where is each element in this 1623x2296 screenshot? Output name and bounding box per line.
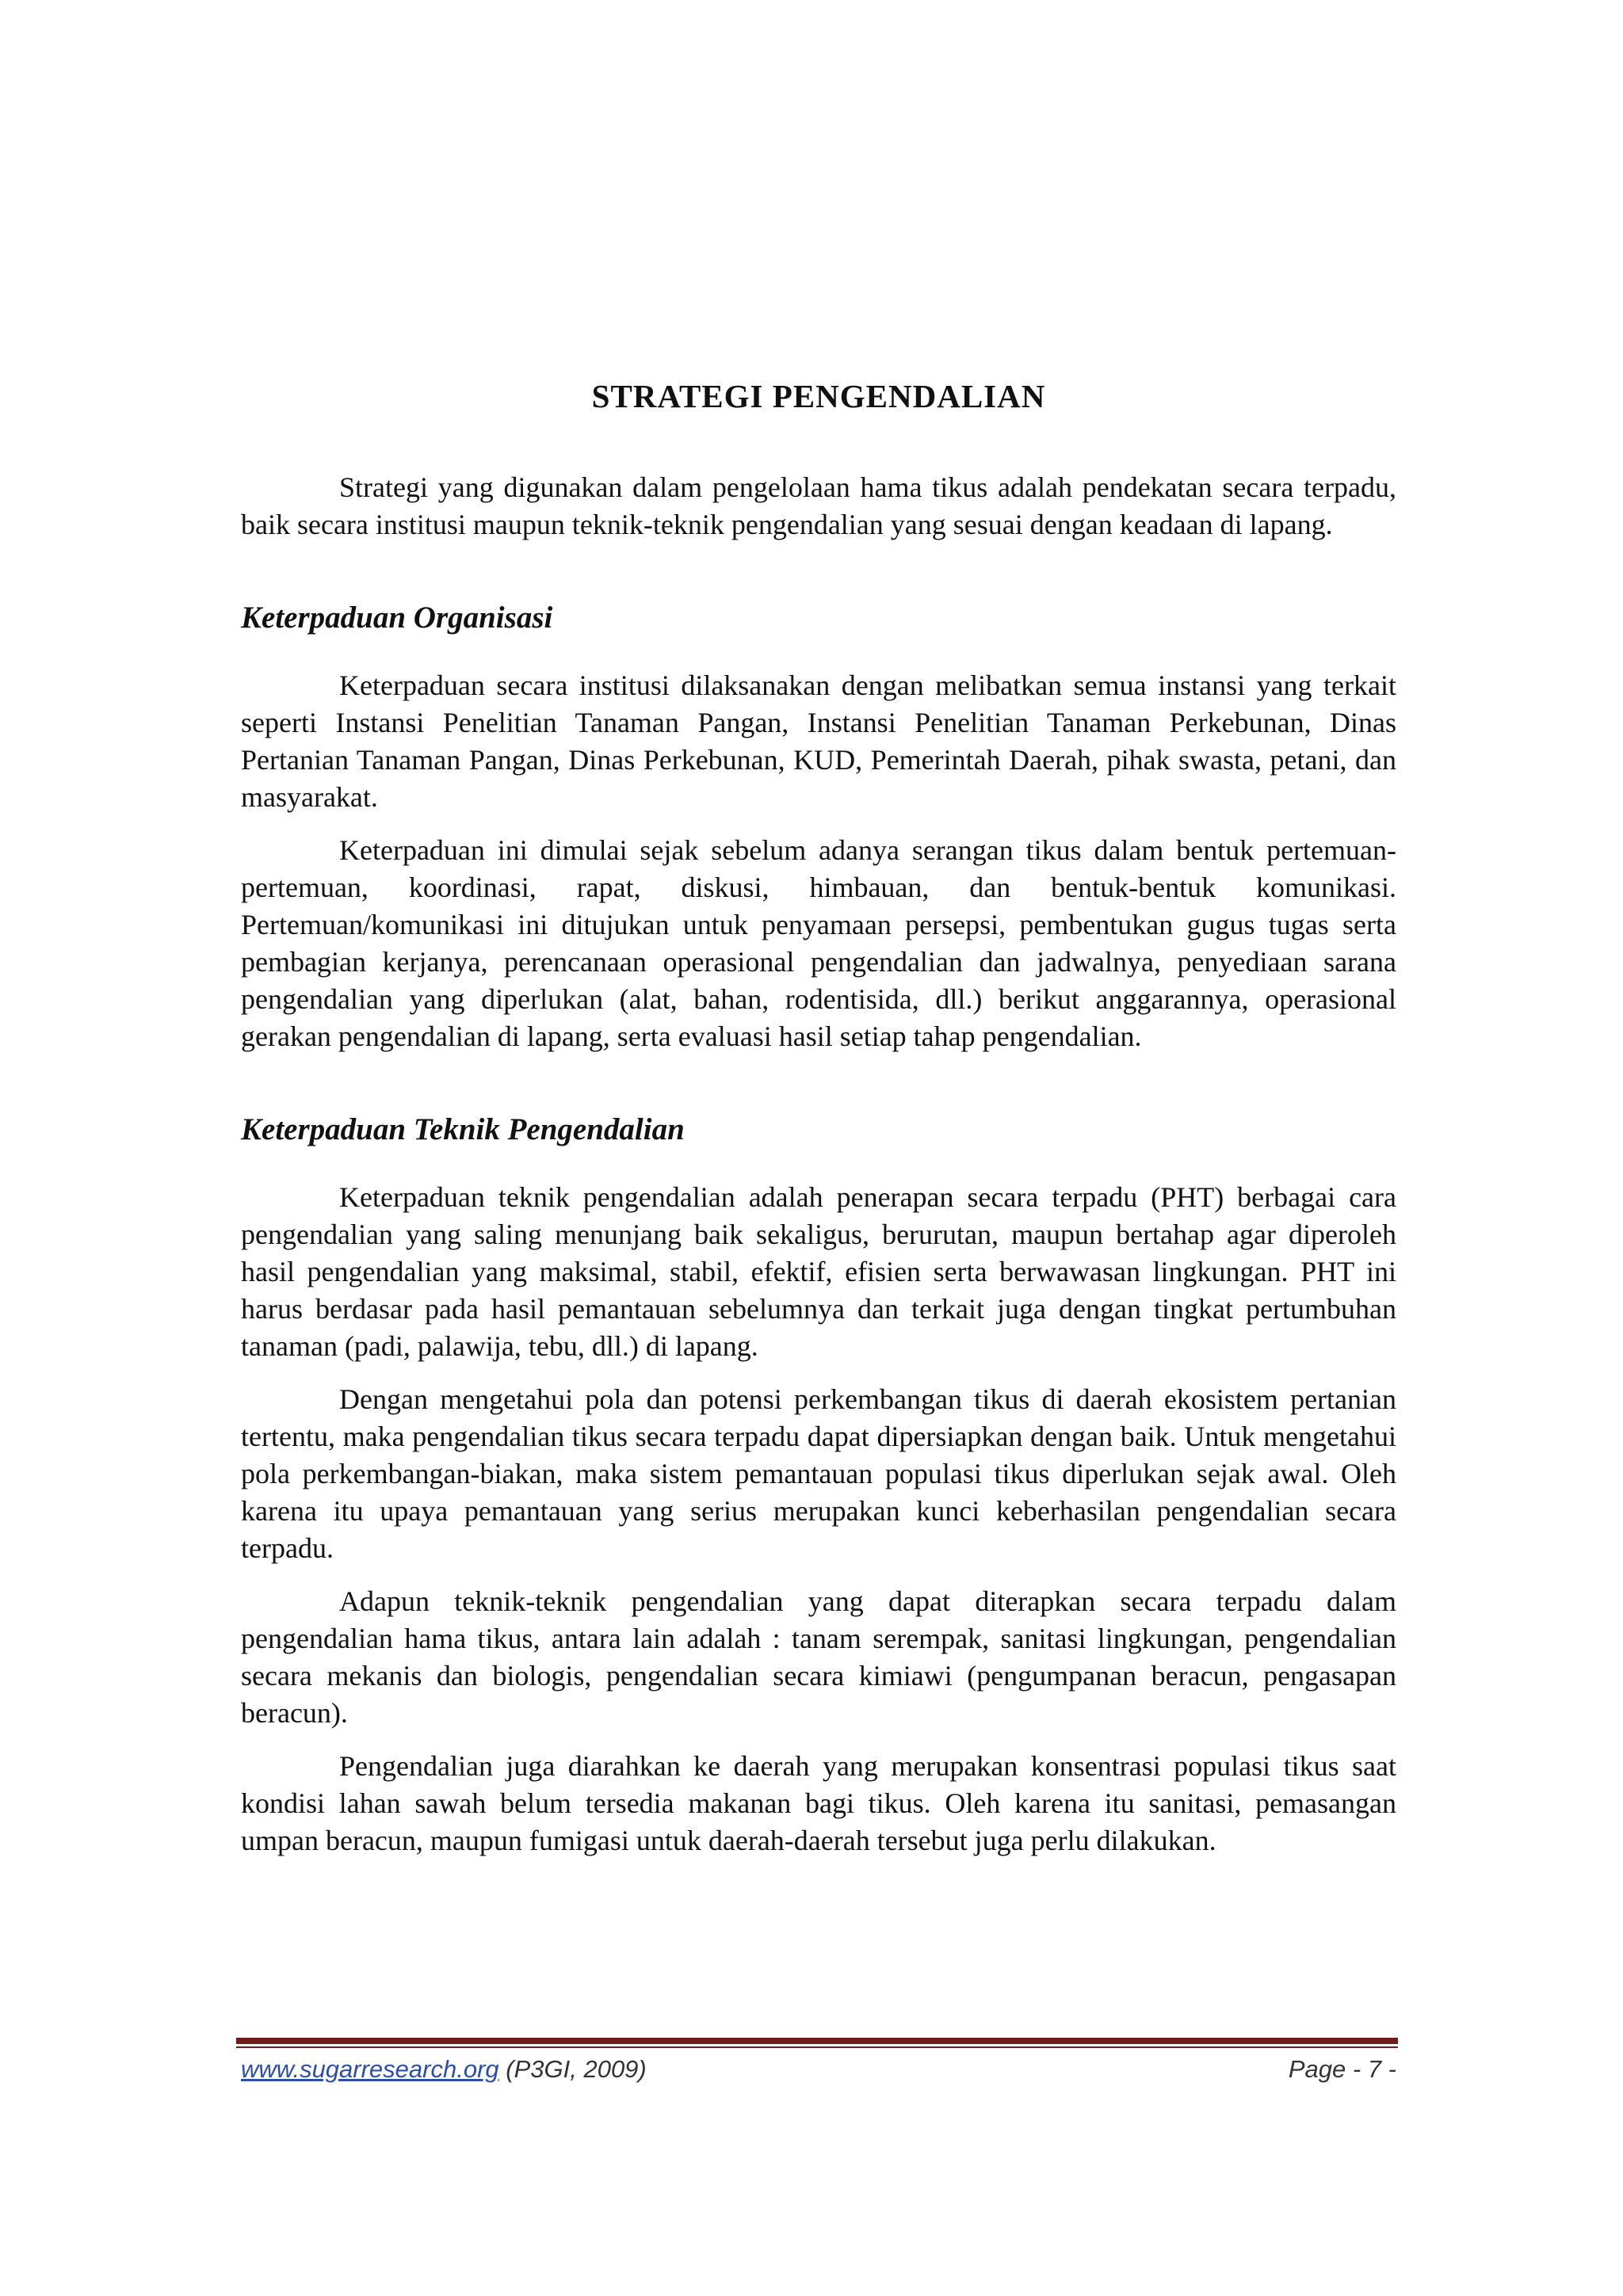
page-footer bbox=[241, 2052, 1396, 2087]
section-heading-teknik: Keterpaduan Teknik Pengendalian bbox=[241, 1112, 685, 1146]
paragraph: Keterpaduan ini dimulai sejak sebelum adanya serangan tikus dalam bentuk pertemuan-pertemuan, koordinasi, rapat, diskusi, himbauan, dan bentuk-bentuk komunikasi. Pertemuan/komunikasi ini ditujukan untuk penyamaan persepsi, pembentukan gugus tugas serta pembagian kerjanya, perencanaan operasional pengendalian dan jadwalnya, penyediaan sarana pengendalian yang diperlukan (alat, bahan, rodentisida, dll.) berikut anggarannya, operasional gerakan pengendalian di lapang, serta evaluasi hasil setiap tahap pengendalian. bbox=[241, 834, 1396, 1052]
paragraph: Keterpaduan teknik pengendalian adalah penerapan secara terpadu (PHT) berbagai cara pengendalian yang saling menunjang baik sekaligus, berurutan, maupun bertahap agar diperoleh hasil pengendalian yang maksimal, stabil, efektif, efisien serta berwawasan lingkungan. PHT ini harus berdasar pada hasil pemantauan sebelumnya dan terkait juga dengan tingkat pertumbuhan tanaman (padi, palawija, tebu, dll.) di lapang. bbox=[241, 1181, 1396, 1362]
website-link[interactable]: www.sugarresearch.org bbox=[241, 2055, 499, 2083]
paragraph: Pengendalian juga diarahkan ke daerah yang merupakan konsentrasi populasi tikus saat kondisi lahan sawah belum tersedia makanan bagi tikus. Oleh karena itu sanitasi, pemasangan umpan beracun, maupun fumigasi untuk daerah-daerah tersebut juga perlu dilakukan. bbox=[241, 1750, 1396, 1856]
page-number: Page - 7 - bbox=[1288, 2055, 1396, 2083]
footer-divider bbox=[236, 2038, 1398, 2044]
footer-divider-thin bbox=[236, 2046, 1398, 2048]
paragraph: Dengan mengetahui pola dan potensi perkembangan tikus di daerah ekosistem pertanian tertentu, maka pengendalian tikus secara terpadu dapat dipersiapkan dengan baik. Untuk mengetahui pola perkembangan-biakan, maka sistem pemantauan populasi tikus diperlukan sejak awal. Oleh karena itu upaya pemantauan yang serius merupakan kunci keberhasilan pengendalian secara terpadu. bbox=[241, 1383, 1396, 1564]
page-title: STRATEGI PENGENDALIAN bbox=[591, 378, 1046, 414]
paragraph: Keterpaduan secara institusi dilaksanakan dengan melibatkan semua instansi yang terkait seperti Instansi Penelitian Tanaman Pangan, Instansi Penelitian Tanaman Perkebunan, Dinas Pertanian Tanaman Pangan, Dinas Perkebunan, KUD, Pemerintah Daerah, pihak swasta, petani, dan masyarakat. bbox=[241, 669, 1396, 813]
document-body bbox=[241, 372, 1396, 1875]
paragraph: Adapun teknik-teknik pengendalian yang dapat diterapkan secara terpadu dalam pengendalian hama tikus, antara lain adalah : tanam serempak, sanitasi lingkungan, pengendalian secara mekanis dan biologis, pengendalian secara kimiawi (pengumpanan beracun, pengasapan beracun). bbox=[241, 1585, 1396, 1729]
footer-citation: (P3GI, 2009) bbox=[506, 2055, 647, 2083]
intro-paragraph: Strategi yang digunakan dalam pengelolaan hama tikus adalah pendekatan secara terpadu, baik secara institusi maupun teknik-teknik pengendalian yang sesuai dengan keadaan di lapang. bbox=[241, 471, 1396, 540]
section-heading-organisasi: Keterpaduan Organisasi bbox=[241, 601, 553, 635]
